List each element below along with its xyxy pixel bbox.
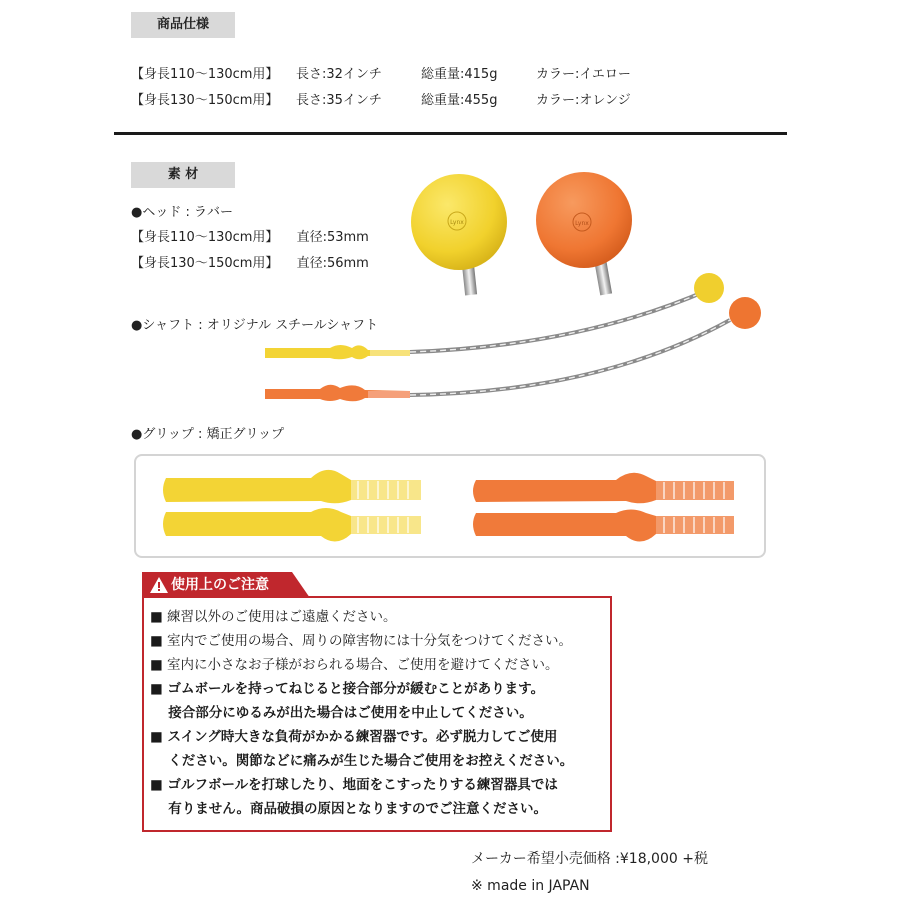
spec-row-large xyxy=(131,92,691,110)
grip-material-text: ●グリップ : 矯正グリップ xyxy=(131,427,284,442)
caution-item: ■ 室内に小さなお子様がおられる場合、ご使用を避けてください。 xyxy=(150,657,559,673)
caution-item: ■ スイング時大きな負荷がかかる練習器です。必ず脱力してご使用 xyxy=(150,729,558,745)
yellow-grip-bottom-icon xyxy=(163,508,421,542)
yellow-club-icon xyxy=(265,273,724,359)
caution-item: ください。関節などに痛みが生じた場合ご使用をお控えください。 xyxy=(150,753,574,769)
caution-title: 使用上のご注意 xyxy=(171,577,269,593)
head-diameter-small xyxy=(131,229,369,247)
retail-price: メーカー希望小売価格 :¥18,000 +税 xyxy=(471,851,708,867)
diameter-value: 直径:53mm xyxy=(296,230,369,245)
diameter-size: 【身長110～130cm用】 xyxy=(131,230,279,245)
caution-item: ■ 練習以外のご使用はご遠慮ください。 xyxy=(150,609,397,625)
spec-size: 【身長110～130cm用】 xyxy=(131,67,279,82)
spec-color: カラー:イエロー xyxy=(536,67,631,82)
ball-logo: Lynx xyxy=(450,219,464,226)
caution-item: 有りません。商品破損の原因となりますのでご注意ください。 xyxy=(150,801,548,817)
ball-logo: Lynx xyxy=(575,220,589,227)
warning-icon xyxy=(149,576,169,594)
grip-image-box xyxy=(134,454,766,558)
caution-item: ■ ゴムボールを持ってねじると接合部分が緩むことがあります。 xyxy=(150,681,545,697)
caution-item: ■ ゴルフボールを打球したり、地面をこすったりする練習器具では xyxy=(150,777,558,793)
diameter-size: 【身長130～150cm用】 xyxy=(131,256,279,271)
spec-weight: 総重量:415g xyxy=(421,67,498,82)
diameter-value: 直径:56mm xyxy=(296,256,369,271)
spec-section-label: 商品仕様 xyxy=(131,12,235,38)
spec-length: 長さ:32インチ xyxy=(296,67,382,82)
caution-item: ■ 室内でご使用の場合、周りの障害物には十分気をつけてください。 xyxy=(150,633,573,649)
spec-row-small xyxy=(131,66,691,84)
clubs-image xyxy=(260,268,770,408)
grips-image xyxy=(136,456,764,556)
orange-grip-bottom-icon xyxy=(473,510,734,542)
spec-size: 【身長130～150cm用】 xyxy=(131,93,279,108)
spec-color: カラー:オレンジ xyxy=(536,93,631,108)
head-material-text: ●ヘッド : ラバー xyxy=(131,205,233,220)
caution-list xyxy=(150,605,602,821)
spec-weight: 総重量:455g xyxy=(421,93,498,108)
shaft-material-text: ●シャフト : オリジナル スチールシャフト xyxy=(131,318,379,333)
section-divider xyxy=(114,132,787,135)
material-section-label: 素 材 xyxy=(131,162,235,188)
made-in-japan: ※ made in JAPAN xyxy=(471,878,590,894)
caution-item: 接合部分にゆるみが出た場合はご使用を中止してください。 xyxy=(150,705,533,721)
spec-length: 長さ:35インチ xyxy=(296,93,382,108)
yellow-grip-top-icon xyxy=(163,470,421,503)
orange-grip-top-icon xyxy=(473,473,734,503)
